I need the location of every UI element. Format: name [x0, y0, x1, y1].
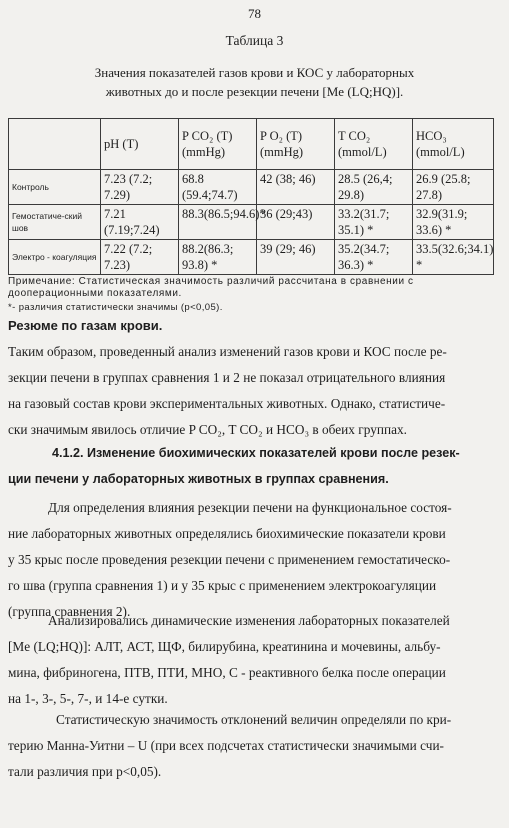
paragraph-conclusion	[8, 339, 500, 443]
row-label: Контроль	[9, 170, 101, 205]
table-cell: 68.8 (59.4;74.7)	[179, 170, 257, 205]
table-row	[9, 240, 494, 275]
text-line: Таким образом, проведенный анализ изменений газов крови и КОС после ре-	[8, 344, 447, 359]
resume-heading: Резюме по газам крови.	[8, 318, 163, 333]
table-row	[9, 170, 494, 205]
significance-note: *- различия статистически значимы (p<0,05).	[8, 302, 223, 313]
paragraph-analysis	[8, 608, 500, 712]
text-line: на 1-, 3-, 5-, 7-, и 14-е сутки.	[8, 691, 168, 706]
section-heading	[8, 440, 500, 492]
table-label: Таблица 3	[225, 33, 284, 48]
text-line: Для определения влияния резекции печени на функциональное состоя-	[48, 500, 452, 515]
table-header-cell: pH (T)	[101, 119, 179, 170]
table-cell: 7.22 (7.2; 7.23)	[101, 240, 179, 275]
table-cell: 32.9(31.9; 33.6) *	[413, 205, 494, 240]
table-cell: 28.5 (26,4; 29.8)	[335, 170, 413, 205]
text-line: [Me (LQ;HQ)]: АЛТ, АСТ, ЩФ, билирубина, креатинина и мочевины, альбу-	[8, 639, 441, 654]
table-cell: 39 (29; 46)	[257, 240, 335, 275]
paragraph-method	[8, 495, 500, 625]
table-cell: 26.9 (25.8; 27.8)	[413, 170, 494, 205]
table-cell: 88.3(86.5;94.6)*	[179, 205, 257, 240]
text-line: на газовый состав крови экспериментальных животных. Однако, статистиче-	[8, 396, 446, 411]
table-cell: 7.23 (7.2; 7.29)	[101, 170, 179, 205]
table-cell: 7.21 (7.19;7.24)	[101, 205, 179, 240]
text-line: мина, фибриногена, ПТВ, ПТИ, МНО, С - реактивного белка после операции	[8, 665, 446, 680]
note-line: Примечание: Статистическая значимость различий рассчитана в сравнении с	[8, 276, 414, 287]
table-header-cell: P O₂ (T) (mmHg)	[257, 119, 335, 170]
text-line: ски значимым явилось отличие P CO₂, T CO₂ и HCO₃ в обеих группах.	[8, 422, 407, 437]
note-line: дооперационными показателями.	[8, 288, 182, 299]
text-line: Статистическую значимость отклонений величин определяли по кри-	[56, 712, 452, 727]
table-cell: 33.5(32.6;34.1) *	[413, 240, 494, 275]
table-note	[8, 276, 498, 300]
table-title-line2: животных до и после резекции печени [Me (LQ;HQ)].	[105, 84, 404, 99]
text-line: (группа сравнения 2).	[8, 604, 131, 619]
table-cell: 35.2(34.7; 36.3) *	[335, 240, 413, 275]
table-title-line1: Значения показателей газов крови и КОС у лабораторных	[94, 65, 415, 80]
table-cell: 42 (38; 46)	[257, 170, 335, 205]
text-line: ние лабораторных животных определялись биохимические показатели крови	[8, 526, 446, 541]
table-cell: 88.2(86.3; 93.8) *	[179, 240, 257, 275]
table-header-cell	[9, 119, 101, 170]
table-cell: 36 (29;43)	[257, 205, 335, 240]
table-row	[9, 205, 494, 240]
blood-gas-table	[8, 118, 494, 275]
row-label: Электро - коагуляция	[9, 240, 101, 275]
text-line: зекции печени в группах сравнения 1 и 2 не показал отрицательного влияния	[8, 370, 446, 385]
table-header-cell: HCO₃ (mmol/L)	[413, 119, 494, 170]
table-cell: 33.2(31.7; 35.1) *	[335, 205, 413, 240]
table-header-cell: P CO₂ (T) (mmHg)	[179, 119, 257, 170]
table-header-row	[9, 119, 494, 170]
heading-line: ции печени у лабораторных животных в группах сравнения.	[8, 472, 389, 486]
heading-line: 4.1.2. Изменение биохимических показателей крови после резек-	[52, 446, 460, 460]
page-number: 78	[248, 6, 261, 21]
table-header-cell: T CO₂ (mmol/L)	[335, 119, 413, 170]
paragraph-statistics	[8, 707, 500, 785]
text-line: го шва (группа сравнения 1) и у 35 крыс с применением электрокоагуляции	[8, 578, 437, 593]
row-label: Гемостатиче-ский шов	[9, 205, 101, 240]
text-line: терию Манна-Уитни – U (при всех подсчетах статистически значимыми счи-	[8, 738, 444, 753]
text-line: Анализировались динамические изменения лабораторных показателей	[48, 613, 450, 628]
text-line: у 35 крыс после проведения резекции печени с применением гемостатическо-	[8, 552, 451, 567]
text-line: тали различия при p<0,05).	[8, 764, 162, 779]
